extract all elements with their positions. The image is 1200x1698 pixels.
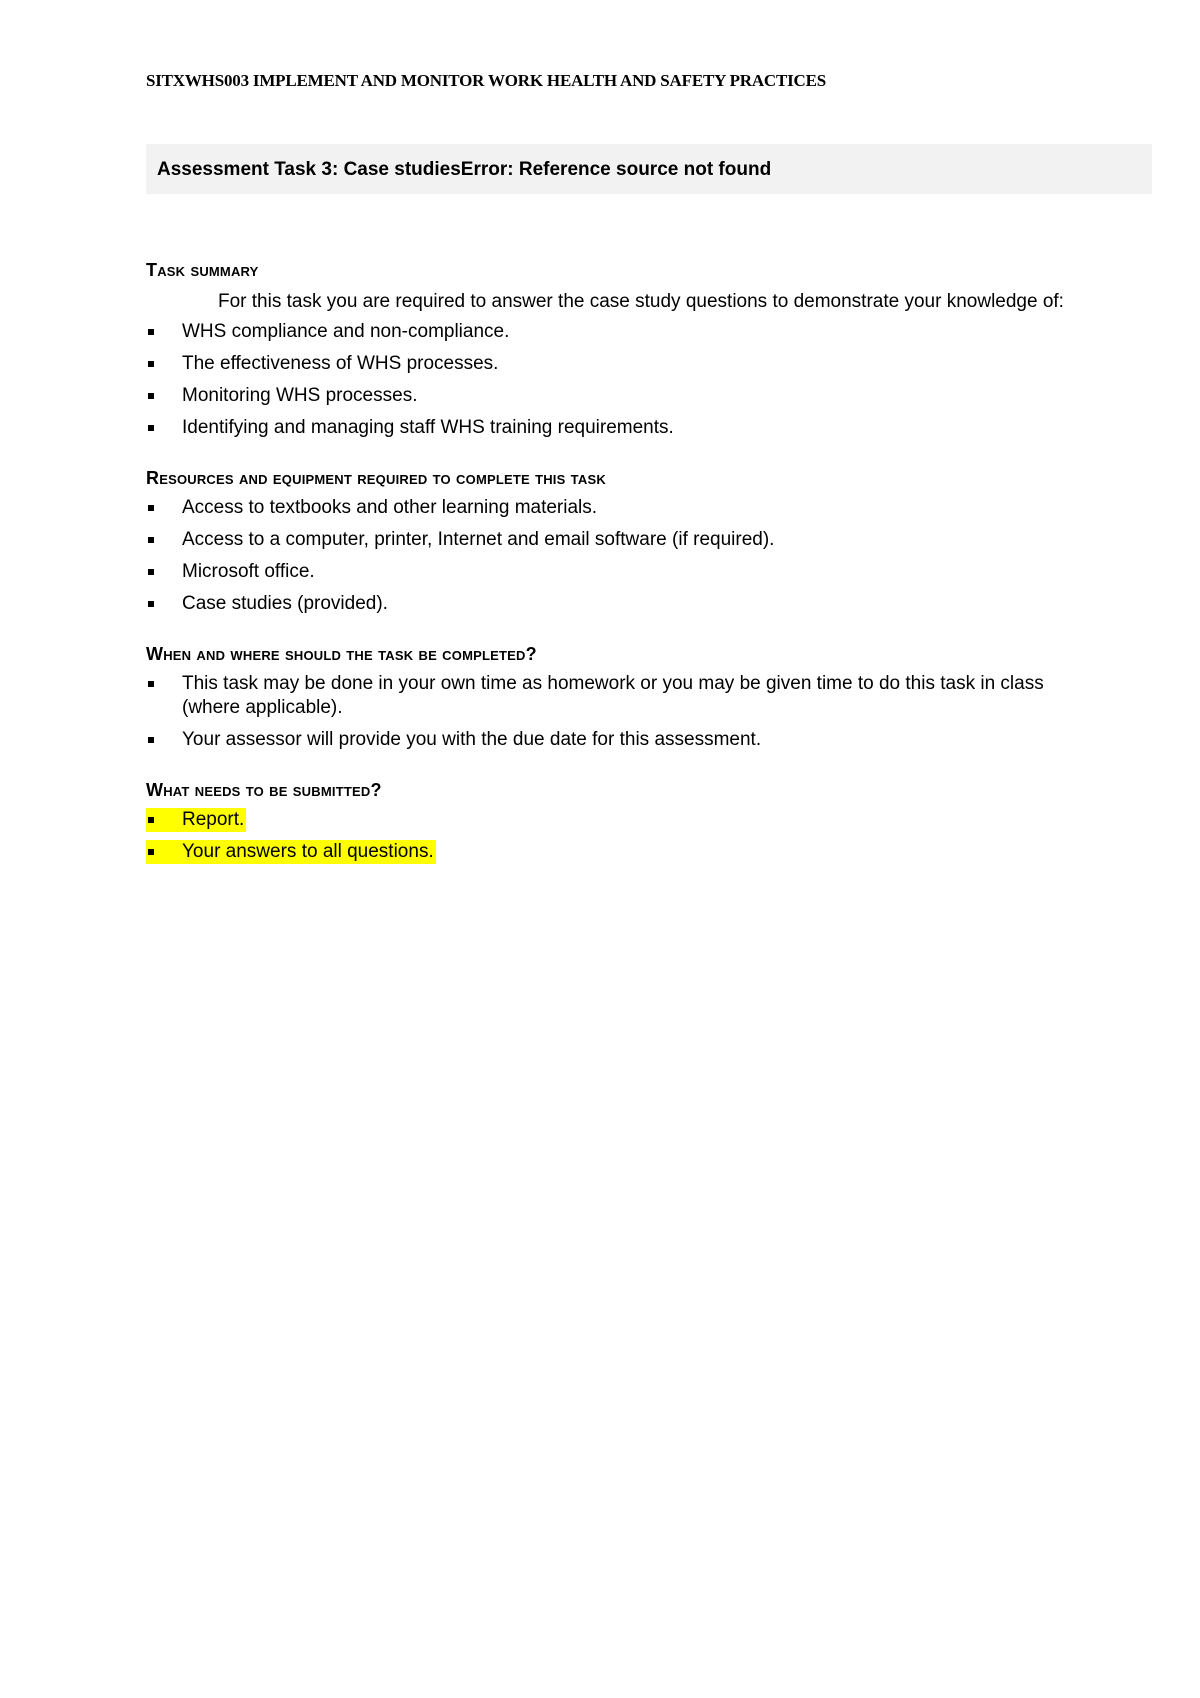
list-item-text: Case studies (provided). (182, 593, 388, 614)
list-item-text: Monitoring WHS processes. (182, 385, 418, 406)
list-item-text: Microsoft office. (182, 561, 315, 582)
submission-heading: What needs to be submitted? (146, 780, 382, 800)
list-item (146, 416, 1106, 440)
list-item-text: This task may be done in your own time as homework or you may be given time to do this task in class (where applicable). (182, 673, 1044, 718)
highlight-mark (146, 808, 246, 832)
list-item-text: Your answers to all questions. (182, 841, 434, 862)
list-item-highlighted (146, 808, 1106, 832)
square-bullet-icon (148, 361, 154, 367)
task-summary-section (146, 258, 1106, 440)
resources-heading: Resources and equipment required to complete this task (146, 468, 606, 488)
square-bullet-icon (148, 537, 154, 543)
square-bullet-icon (148, 601, 154, 607)
page-header-title: SITXWHS003 IMPLEMENT AND MONITOR WORK HEALTH AND SAFETY PRACTICES (146, 71, 827, 90)
document-body (146, 258, 1106, 872)
square-bullet-icon (148, 817, 154, 823)
resources-list (146, 496, 1106, 616)
list-item-text: Your assessor will provide you with the due date for this assessment. (182, 729, 762, 750)
list-item (146, 560, 1106, 584)
when-where-list (146, 672, 1106, 752)
square-bullet-icon (148, 737, 154, 743)
list-item-text: WHS compliance and non-compliance. (182, 321, 510, 342)
task-summary-heading: Task summary (146, 260, 259, 280)
list-item (146, 672, 1106, 720)
square-bullet-icon (148, 849, 154, 855)
square-bullet-icon (148, 681, 154, 687)
square-bullet-icon (148, 425, 154, 431)
list-item (146, 320, 1106, 344)
assessment-task-banner (146, 144, 1152, 194)
when-where-heading: When and where should the task be completed? (146, 644, 537, 664)
highlight-mark (146, 840, 436, 864)
square-bullet-icon (148, 393, 154, 399)
when-where-section (146, 642, 1106, 752)
list-item-text: Identifying and managing staff WHS training requirements. (182, 417, 674, 438)
list-item-text: The effectiveness of WHS processes. (182, 353, 499, 374)
list-item (146, 496, 1106, 520)
task-summary-intro: For this task you are required to answer the case study questions to demonstrate your knowledge of: (218, 291, 1064, 312)
resources-section (146, 466, 1106, 616)
list-item (146, 592, 1106, 616)
list-item-text: Access to a computer, printer, Internet and email software (if required). (182, 529, 775, 550)
assessment-task-title: Assessment Task 3: Case studiesError: Reference source not found (157, 159, 772, 180)
list-item (146, 528, 1106, 552)
list-item-text: Report. (182, 809, 245, 830)
square-bullet-icon (148, 569, 154, 575)
list-item-highlighted (146, 840, 1106, 864)
submission-section (146, 778, 1106, 864)
list-item (146, 352, 1106, 376)
list-item (146, 728, 1106, 752)
task-summary-list (146, 320, 1106, 440)
square-bullet-icon (148, 505, 154, 511)
submission-list (146, 808, 1106, 864)
list-item (146, 384, 1106, 408)
list-item-text: Access to textbooks and other learning materials. (182, 497, 598, 518)
square-bullet-icon (148, 329, 154, 335)
